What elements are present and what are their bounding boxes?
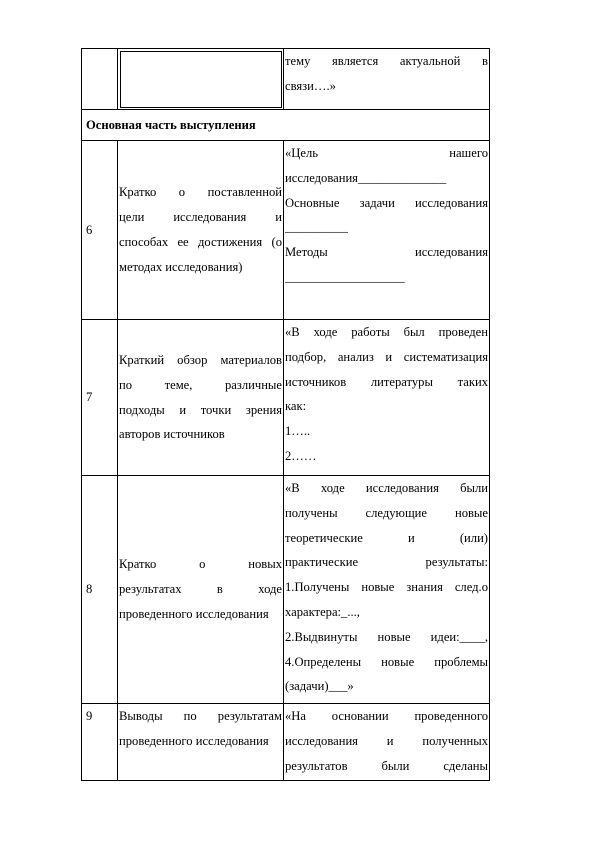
text-line: 2.Выдвинуты новые идеи:____, xyxy=(285,629,488,644)
text-line: Методы исследования xyxy=(285,245,488,260)
text-line: практические результаты: xyxy=(285,555,488,570)
text-line: характера:_..., xyxy=(285,604,360,619)
table-row xyxy=(82,476,490,704)
cell-template-text xyxy=(284,49,490,110)
cell-topic xyxy=(118,49,284,110)
section-header-row xyxy=(82,110,490,141)
text-line: как: xyxy=(285,399,307,414)
text-line: «На основании проведенного xyxy=(285,709,488,723)
cell-template-text xyxy=(284,141,490,320)
cell-template-text xyxy=(284,704,490,781)
text-line: проведенного исследования xyxy=(119,606,269,621)
text-line: способах ее достижения (о xyxy=(119,235,282,249)
text-line: 2…… xyxy=(285,448,317,463)
text-line: подбор, анализ и систематизация xyxy=(285,349,488,364)
text-line: авторов источников xyxy=(119,427,225,442)
section-title: Основная часть выступления xyxy=(82,110,490,141)
text-line: Кратко о новых xyxy=(119,557,282,572)
text-line: (задачи)___» xyxy=(285,679,354,694)
speech-plan-table xyxy=(81,48,490,781)
text-line: ___________________ xyxy=(285,269,405,284)
table-row xyxy=(82,320,490,476)
text-line: результатах в ходе xyxy=(119,582,282,597)
text-line: по теме, различные xyxy=(119,377,282,392)
text-line: 1.Получены новые знания след.о xyxy=(285,580,488,595)
row-number: 7 xyxy=(82,320,118,476)
text-line: получены следующие новые xyxy=(285,505,488,520)
text-line: подходы и точки зрения xyxy=(119,402,282,417)
row-number: 9 xyxy=(82,704,118,781)
table-row xyxy=(82,141,490,320)
text-line: исследования и полученных xyxy=(285,733,488,748)
text-line: «В ходе работы был проведен xyxy=(285,325,488,339)
text-line: «Цель нашего xyxy=(285,146,488,160)
text-line: тему является актуальной в xyxy=(285,54,488,68)
text-line: проведенного исследования xyxy=(119,733,269,748)
text-line: теоретические и (или) xyxy=(285,530,488,545)
cell-topic xyxy=(118,141,284,320)
text-line: Кратко о поставленной xyxy=(119,185,282,200)
text-line: 4.Определены новые проблемы xyxy=(285,654,488,669)
text-line: методах исследования) xyxy=(119,259,243,274)
table-row xyxy=(82,704,490,781)
text-line: цели исследования и xyxy=(119,210,282,225)
text-line: исследования______________ xyxy=(285,170,447,185)
cell-number xyxy=(82,49,118,110)
cell-template-text xyxy=(284,320,490,476)
text-line: __________ xyxy=(285,220,348,235)
table-row-continuation xyxy=(82,49,490,110)
text-line: связи….» xyxy=(285,78,336,93)
cell-template-text xyxy=(284,476,490,704)
cell-topic xyxy=(118,476,284,704)
row-number: 6 xyxy=(82,141,118,320)
text-line: 1….. xyxy=(285,424,311,439)
text-line: Краткий обзор материалов xyxy=(119,352,282,367)
cell-topic xyxy=(118,320,284,476)
text-line: источников литературы таких xyxy=(285,374,488,389)
text-line: Выводы по результатам xyxy=(119,709,282,723)
text-line: Основные задачи исследования xyxy=(285,195,488,210)
cell-topic xyxy=(118,704,284,781)
text-line: «В ходе исследования были xyxy=(285,481,488,495)
text-line: результатов были сделаны xyxy=(285,758,488,773)
row-number: 8 xyxy=(82,476,118,704)
